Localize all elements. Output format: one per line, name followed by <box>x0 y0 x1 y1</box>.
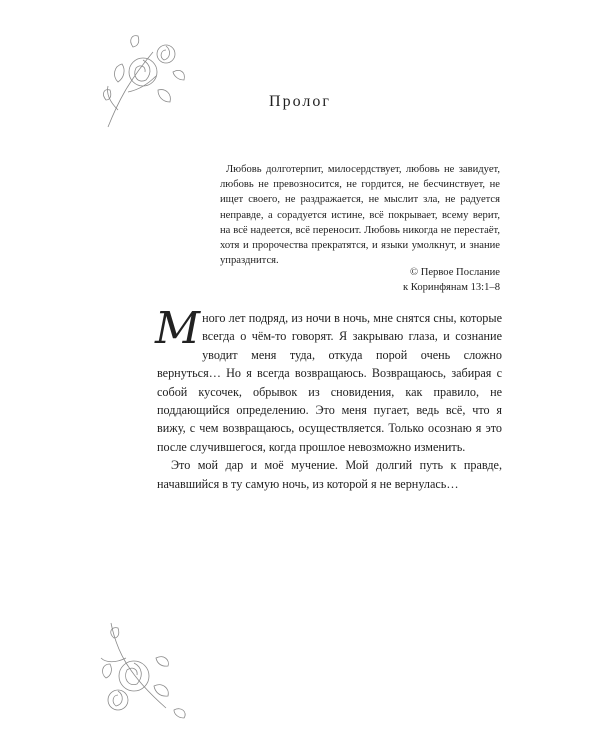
epigraph <box>220 162 500 268</box>
body-text <box>155 303 502 493</box>
attribution-line-2: к Коринфянам 13:1–8 <box>402 282 500 294</box>
paragraph-1 <box>155 303 502 456</box>
attribution-line-1: © Первое Послание <box>410 267 500 278</box>
floral-ornament-bottom <box>96 618 191 723</box>
drop-cap: М <box>155 303 201 354</box>
floral-ornament-top <box>98 32 188 132</box>
epigraph-text: Любовь долготерпит, милосердствует, любовь не завидует, любовь не превозносится, не гордится, не бесчинствует, не ищет своего, не раздражается, не мыслит зла, не радуется неправде, а сорадуется истине, всё покрывает, всему верит, на всё надеется, всё переносит. Любовь никогда не перестаёт, хотя и пророчества прекратятся, и языки умолкнут, и знание упразднится. <box>220 164 500 267</box>
floral-icon <box>98 32 188 132</box>
chapter-title: Пролог <box>269 93 331 110</box>
epigraph-attribution <box>300 265 500 295</box>
paragraph-2: Это мой дар и моё мучение. Мой долгий путь к правде, начавшийся в ту самую ночь, из которой я не вернулась… <box>157 458 502 491</box>
paragraph-1-text: ного лет подряд, из ночи в ночь, мне снятся сны, которые всегда о чём-то говорят. Я закрываю глаза, и сознание уводит меня туда, откуда порой очень сложно вернуться… Но я всегда возвращаюсь. Возвращаюсь, забирая с собой кусочек, обрывок из сновидения, как правило, не поддающийся определению. Это меня пугает, ведь всё, что я вижу, с чем возвращаюсь, осуществляется. Только осознаю я это после случившегося, когда прошлое невозможно изменить. <box>157 311 502 454</box>
floral-icon <box>96 618 191 723</box>
